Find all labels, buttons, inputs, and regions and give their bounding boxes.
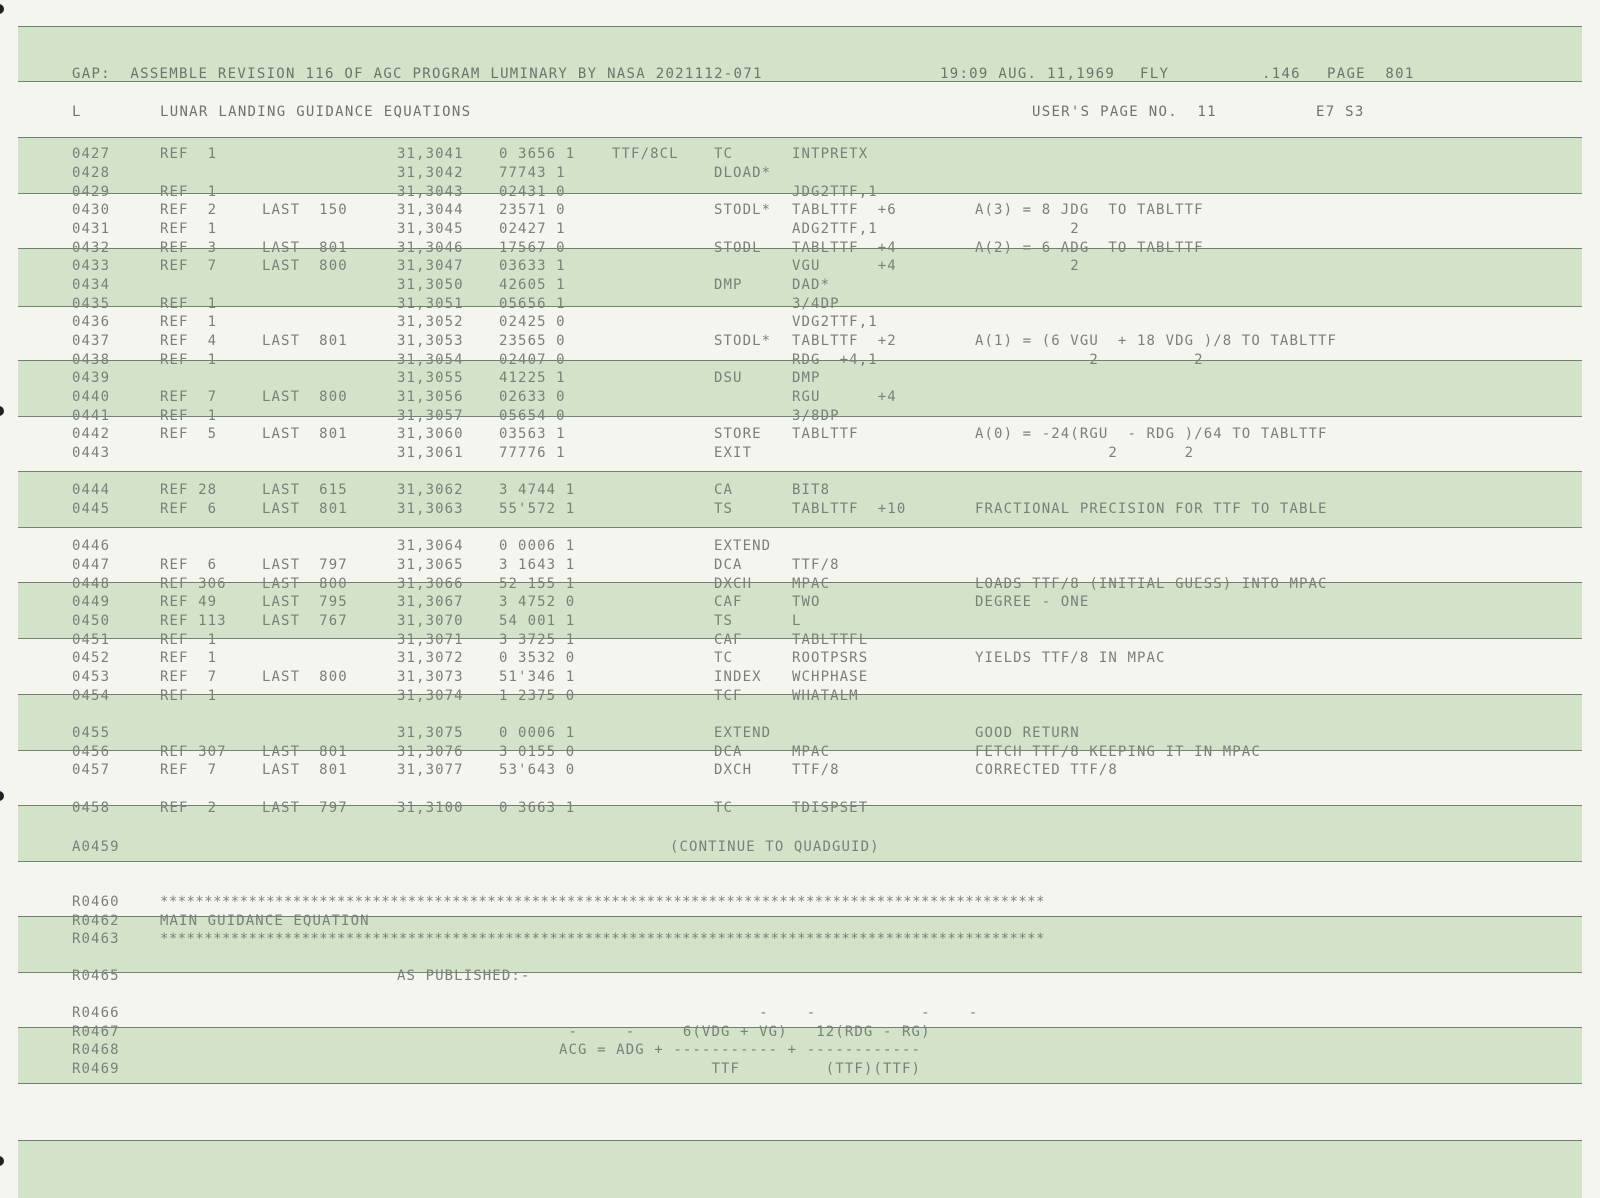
line-number: 0446 [72, 538, 111, 554]
comment: 2 [975, 258, 1080, 274]
operand: TABLTTF [792, 426, 859, 442]
line-number: 0429 [72, 184, 111, 200]
last-ref: LAST 150 [262, 202, 348, 218]
remark-text: AS PUBLISHED:- [397, 968, 531, 984]
divider [18, 471, 1582, 472]
listing-row [0, 164, 1600, 183]
operand: MPAC [792, 576, 831, 592]
listing-row [0, 537, 1600, 556]
ref-count: REF 7 [160, 762, 218, 778]
operand: ROOTPSRS [792, 650, 869, 666]
remark-text: ACG = ADG + ----------- + ------------ [397, 1042, 922, 1058]
remark-row [0, 893, 1600, 912]
opcode: TC [714, 650, 734, 666]
operand: DAD* [792, 277, 831, 293]
address: 31,3056 [397, 389, 464, 405]
address: 31,3051 [397, 296, 464, 312]
octal-word: 52 155 1 [499, 576, 576, 592]
remark-row [0, 967, 1600, 986]
octal-word: 02407 0 [499, 352, 566, 368]
address: 31,3044 [397, 202, 464, 218]
remark-row [0, 1023, 1600, 1042]
octal-word: 53'643 0 [499, 762, 576, 778]
octal-word: 0 3656 1 [499, 146, 576, 162]
comment: YIELDS TTF/8 IN MPAC [975, 650, 1166, 666]
remark-row [0, 1004, 1600, 1023]
line-number: 0449 [72, 594, 111, 610]
octal-word: 3 3725 1 [499, 632, 576, 648]
comment: 2 2 [975, 445, 1195, 461]
line-number: 0436 [72, 314, 111, 330]
ref-count: REF 6 [160, 501, 218, 517]
address: 31,3074 [397, 688, 464, 704]
line-number: 0443 [72, 445, 111, 461]
operand: WCHPHASE [792, 669, 869, 685]
ref-count: REF 1 [160, 688, 218, 704]
ref-count: REF 7 [160, 669, 218, 685]
octal-word: 3 4752 0 [499, 594, 576, 610]
octal-word: 54 001 1 [499, 613, 576, 629]
octal-word: 0 0006 1 [499, 538, 576, 554]
listing-row [0, 145, 1600, 164]
last-ref: LAST 801 [262, 240, 348, 256]
ref-count: REF 2 [160, 800, 218, 816]
octal-word: 77776 1 [499, 445, 566, 461]
line-number: 0442 [72, 426, 111, 442]
listing-row [0, 351, 1600, 370]
opcode: TS [714, 501, 734, 517]
last-ref: LAST 801 [262, 426, 348, 442]
last-ref: LAST 800 [262, 258, 348, 274]
ref-count: REF 1 [160, 352, 218, 368]
last-ref: LAST 801 [262, 762, 348, 778]
line-number: 0440 [72, 389, 111, 405]
line-number: R0466 [72, 1005, 120, 1021]
octal-word: 05656 1 [499, 296, 566, 312]
line-number: 0448 [72, 576, 111, 592]
line-number: 0427 [72, 146, 111, 162]
operand: WHATALM [792, 688, 859, 704]
line-number: A0459 [72, 839, 120, 855]
ref-count: REF 1 [160, 314, 218, 330]
address: 31,3075 [397, 725, 464, 741]
ref-count: REF 28 [160, 482, 218, 498]
line-number: R0468 [72, 1042, 120, 1058]
line-number: R0460 [72, 894, 120, 910]
address: 31,3055 [397, 370, 464, 386]
line-number: 0458 [72, 800, 111, 816]
listing-row [0, 220, 1600, 239]
comment: LOADS TTF/8 (INITIAL GUESS) INTO MPAC [975, 576, 1328, 592]
listing-row [0, 183, 1600, 202]
address: 31,3053 [397, 333, 464, 349]
octal-word: 02431 0 [499, 184, 566, 200]
listing-row [0, 313, 1600, 332]
comment: DEGREE - ONE [975, 594, 1090, 610]
opcode: EXTEND [714, 538, 772, 554]
comment: FRACTIONAL PRECISION FOR TTF TO TABLE [975, 501, 1328, 517]
line-number: 0452 [72, 650, 111, 666]
listing-row [0, 761, 1600, 780]
operand: MPAC [792, 744, 831, 760]
operand: BIT8 [792, 482, 831, 498]
octal-word: 02427 1 [499, 221, 566, 237]
section-marker: L [72, 104, 82, 120]
assembly-title: GAP: ASSEMBLE REVISION 116 OF AGC PROGRAM LUMINARY BY NASA 2021112-071 [72, 66, 763, 82]
paper-band [18, 1140, 1582, 1198]
listing-row [0, 201, 1600, 220]
line-number: 0454 [72, 688, 111, 704]
remark-text: - - - - [397, 1005, 979, 1021]
comment: 2 2 [975, 352, 1204, 368]
listing-row [0, 556, 1600, 575]
operand: DMP [792, 370, 821, 386]
comment: A(2) = 6 ADG TO TABLTTF [975, 240, 1204, 256]
remark-row [0, 930, 1600, 949]
octal-word: 02633 0 [499, 389, 566, 405]
comment: 2 [975, 221, 1080, 237]
last-ref: LAST 801 [262, 744, 348, 760]
operand: TABLTTF +10 [792, 501, 907, 517]
opcode: EXTEND [714, 725, 772, 741]
address: 31,3054 [397, 352, 464, 368]
line-number: 0441 [72, 408, 111, 424]
opcode: STODL [714, 240, 762, 256]
octal-word: 0 3663 1 [499, 800, 576, 816]
remark-text: - - 6(VDG + VG) 12(RDG - RG) [397, 1024, 931, 1040]
address: 31,3073 [397, 669, 464, 685]
address: 31,3057 [397, 408, 464, 424]
remark-row [0, 1041, 1600, 1060]
listing-row [0, 724, 1600, 743]
listing-row [0, 668, 1600, 687]
opcode: DLOAD* [714, 165, 772, 181]
ref-count: REF 1 [160, 408, 218, 424]
label: TTF/8CL [612, 146, 679, 162]
operand: 3/4DP [792, 296, 840, 312]
last-ref: LAST 800 [262, 669, 348, 685]
remark-row [0, 1060, 1600, 1079]
comment: A(3) = 8 JDG TO TABLTTF [975, 202, 1204, 218]
opcode: DSU [714, 370, 743, 386]
ref-count: REF 1 [160, 184, 218, 200]
octal-word: 03633 1 [499, 258, 566, 274]
last-ref: LAST 797 [262, 557, 348, 573]
users-page-number: USER'S PAGE NO. 11 [1032, 104, 1217, 120]
line-number: 0444 [72, 482, 111, 498]
opcode: DXCH [714, 762, 753, 778]
operand: VDG2TTF,1 [792, 314, 878, 330]
divider [18, 137, 1582, 138]
octal-word: 3 4744 1 [499, 482, 576, 498]
line-number: 0439 [72, 370, 111, 386]
operand: TTF/8 [792, 557, 840, 573]
octal-word: 17567 0 [499, 240, 566, 256]
divider [18, 26, 1582, 27]
opcode: TC [714, 146, 734, 162]
continue-line [0, 838, 1600, 857]
feed-hole [0, 4, 4, 14]
ref-count: REF 4 [160, 333, 218, 349]
listing-row [0, 276, 1600, 295]
operand: TWO [792, 594, 821, 610]
address: 31,3065 [397, 557, 464, 573]
address: 31,3100 [397, 800, 464, 816]
last-ref: LAST 801 [262, 501, 348, 517]
feed-hole [0, 1156, 4, 1166]
divider [18, 1140, 1582, 1141]
ref-count: REF 49 [160, 594, 218, 610]
ref-count: REF 2 [160, 202, 218, 218]
operand: RDG +4,1 [792, 352, 878, 368]
line-number: 0450 [72, 613, 111, 629]
address: 31,3061 [397, 445, 464, 461]
octal-word: 42605 1 [499, 277, 566, 293]
line-number: 0456 [72, 744, 111, 760]
ref-count: REF 306 [160, 576, 227, 592]
line-number: R0467 [72, 1024, 120, 1040]
last-ref: LAST 797 [262, 800, 348, 816]
opcode: TS [714, 613, 734, 629]
listing-row [0, 239, 1600, 258]
remark-row [0, 912, 1600, 931]
address: 31,3045 [397, 221, 464, 237]
line-number: 0433 [72, 258, 111, 274]
ref-count: REF 1 [160, 632, 218, 648]
address: 31,3070 [397, 613, 464, 629]
opcode: EXIT [714, 445, 753, 461]
opcode: DCA [714, 744, 743, 760]
address: 31,3060 [397, 426, 464, 442]
comment: GOOD RETURN [975, 725, 1080, 741]
ref-count: REF 3 [160, 240, 218, 256]
operand: RGU +4 [792, 389, 897, 405]
listing-row [0, 799, 1600, 818]
line-number: 0432 [72, 240, 111, 256]
octal-word: 3 0155 0 [499, 744, 576, 760]
octal-word: 77743 1 [499, 165, 566, 181]
comment: CORRECTED TTF/8 [975, 762, 1118, 778]
opcode: DXCH [714, 576, 753, 592]
address: 31,3043 [397, 184, 464, 200]
opcode: STORE [714, 426, 762, 442]
operand: VGU +4 [792, 258, 897, 274]
ref-count: REF 7 [160, 258, 218, 274]
ref-count: REF 5 [160, 426, 218, 442]
line-number: R0469 [72, 1061, 120, 1077]
address: 31,3064 [397, 538, 464, 554]
ref-count: REF 307 [160, 744, 227, 760]
line-number: 0455 [72, 725, 111, 741]
opcode: DMP [714, 277, 743, 293]
opcode: CA [714, 482, 734, 498]
octal-word: 23565 0 [499, 333, 566, 349]
listing-row [0, 481, 1600, 500]
octal-word: 3 1643 1 [499, 557, 576, 573]
operand: TDISPSET [792, 800, 869, 816]
print-timestamp: 19:09 AUG. 11,1969 [940, 66, 1116, 82]
section-code: E7 S3 [1316, 104, 1365, 120]
run-code: .146 [1262, 66, 1301, 82]
ref-count: REF 7 [160, 389, 218, 405]
last-ref: LAST 800 [262, 576, 348, 592]
comment: A(1) = (6 VGU + 18 VDG )/8 TO TABLTTF [975, 333, 1338, 349]
octal-word: 0 3532 0 [499, 650, 576, 666]
listing-row [0, 575, 1600, 594]
ref-count: REF 1 [160, 221, 218, 237]
opcode: CAF [714, 632, 743, 648]
line-number: 0451 [72, 632, 111, 648]
opcode: STODL* [714, 333, 772, 349]
listing-row [0, 388, 1600, 407]
octal-word: 02425 0 [499, 314, 566, 330]
last-ref: LAST 800 [262, 389, 348, 405]
operand: TTF/8 [792, 762, 840, 778]
opcode: DCA [714, 557, 743, 573]
address: 31,3047 [397, 258, 464, 274]
address: 31,3063 [397, 501, 464, 517]
listing-row [0, 649, 1600, 668]
remark-text: **************************************************************************************************** [160, 894, 1045, 910]
listing-row [0, 369, 1600, 388]
address: 31,3046 [397, 240, 464, 256]
address: 31,3072 [397, 650, 464, 666]
divider [18, 1083, 1582, 1084]
operand: ADG2TTF,1 [792, 221, 878, 237]
octal-word: 05654 0 [499, 408, 566, 424]
address: 31,3077 [397, 762, 464, 778]
line-number: 0445 [72, 501, 111, 517]
opcode: TC [714, 800, 734, 816]
page-number: PAGE 801 [1327, 66, 1415, 82]
address: 31,3066 [397, 576, 464, 592]
opcode: TCF [714, 688, 743, 704]
remark-text: **************************************************************************************************** [160, 931, 1045, 947]
operand: TABLTTF +2 [792, 333, 897, 349]
octal-word: 55'572 1 [499, 501, 576, 517]
divider [18, 527, 1582, 528]
line-number: 0430 [72, 202, 111, 218]
ref-count: REF 1 [160, 146, 218, 162]
line-number: 0457 [72, 762, 111, 778]
line-number: 0431 [72, 221, 111, 237]
address: 31,3067 [397, 594, 464, 610]
divider [18, 861, 1582, 862]
ref-count: REF 113 [160, 613, 227, 629]
line-number: 0447 [72, 557, 111, 573]
listing-row [0, 444, 1600, 463]
last-ref: LAST 795 [262, 594, 348, 610]
octal-word: 1 2375 0 [499, 688, 576, 704]
line-number: 0453 [72, 669, 111, 685]
continue-text: (CONTINUE TO QUADGUID) [670, 839, 880, 855]
opcode: STODL* [714, 202, 772, 218]
opcode: CAF [714, 594, 743, 610]
octal-word: 51'346 1 [499, 669, 576, 685]
operand: TABLTTFL [792, 632, 869, 648]
ref-count: REF 1 [160, 296, 218, 312]
ref-count: REF 1 [160, 650, 218, 666]
listing-row [0, 332, 1600, 351]
remark-text: TTF (TTF)(TTF) [397, 1061, 922, 1077]
last-ref: LAST 767 [262, 613, 348, 629]
address: 31,3076 [397, 744, 464, 760]
listing-row [0, 407, 1600, 426]
listing-row [0, 295, 1600, 314]
address: 31,3042 [397, 165, 464, 181]
fly-label: FLY [1140, 66, 1170, 82]
line-number: R0465 [72, 968, 120, 984]
address: 31,3050 [397, 277, 464, 293]
ref-count: REF 6 [160, 557, 218, 573]
last-ref: LAST 801 [262, 333, 348, 349]
operand: TABLTTF +6 [792, 202, 897, 218]
comment: A(0) = -24(RGU - RDG )/64 TO TABLTTF [975, 426, 1328, 442]
comment: FETCH TTF/8 KEEPING IT IN MPAC [975, 744, 1261, 760]
line-number: 0437 [72, 333, 111, 349]
listing-row [0, 612, 1600, 631]
section-header [0, 103, 1600, 122]
section-title: LUNAR LANDING GUIDANCE EQUATIONS [160, 104, 472, 120]
listing-row [0, 500, 1600, 519]
line-number: R0463 [72, 931, 120, 947]
listing-row [0, 687, 1600, 706]
line-number: R0462 [72, 913, 120, 929]
operand: INTPRETX [792, 146, 869, 162]
octal-word: 23571 0 [499, 202, 566, 218]
opcode: INDEX [714, 669, 762, 685]
address: 31,3062 [397, 482, 464, 498]
listing-row [0, 631, 1600, 650]
listing-row [0, 425, 1600, 444]
octal-word: 03563 1 [499, 426, 566, 442]
page-header [0, 65, 1600, 84]
octal-word: 41225 1 [499, 370, 566, 386]
address: 31,3071 [397, 632, 464, 648]
last-ref: LAST 615 [262, 482, 348, 498]
remark-text: MAIN GUIDANCE EQUATION [160, 913, 370, 929]
listing-row [0, 257, 1600, 276]
operand: L [792, 613, 802, 629]
line-number: 0428 [72, 165, 111, 181]
operand: JDG2TTF,1 [792, 184, 878, 200]
address: 31,3041 [397, 146, 464, 162]
octal-word: 0 0006 1 [499, 725, 576, 741]
line-number: 0434 [72, 277, 111, 293]
line-number: 0435 [72, 296, 111, 312]
address: 31,3052 [397, 314, 464, 330]
listing-row [0, 593, 1600, 612]
listing-row [0, 743, 1600, 762]
operand: TABLTTF +4 [792, 240, 897, 256]
line-number: 0438 [72, 352, 111, 368]
operand: 3/8DP [792, 408, 840, 424]
